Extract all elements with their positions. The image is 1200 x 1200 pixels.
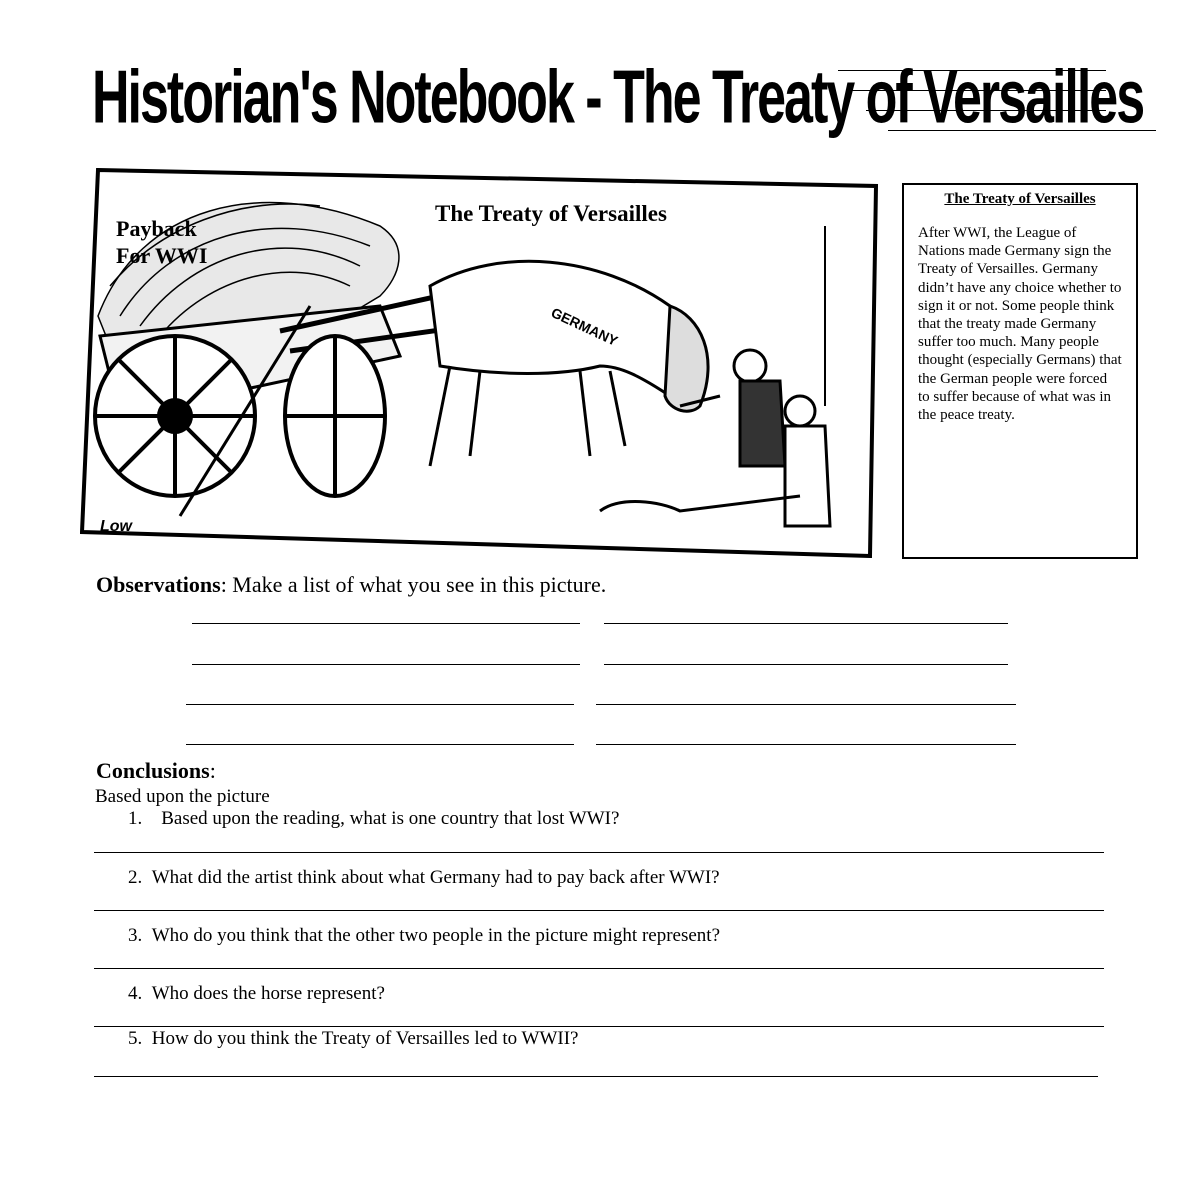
name-line — [866, 110, 1106, 111]
question-text: How do you think the Treaty of Versailles led to WWII? — [151, 1028, 579, 1049]
cart-wheel-front — [95, 336, 255, 496]
answer-line[interactable] — [94, 852, 1104, 853]
conclusions-subheading: Based upon the picture — [95, 786, 270, 807]
conclusions-section — [96, 758, 216, 784]
question-5 — [128, 1028, 578, 1050]
question-text: What did the artist think about what Germany had to pay back after WWI? — [151, 867, 720, 888]
observation-line[interactable] — [192, 664, 580, 665]
question-number: 1. — [128, 808, 143, 829]
political-cartoon — [80, 166, 880, 558]
observation-line[interactable] — [186, 704, 574, 705]
answer-line[interactable] — [94, 968, 1104, 969]
question-1 — [128, 808, 619, 830]
observations-section — [96, 572, 606, 598]
answer-line[interactable] — [94, 1076, 1098, 1077]
name-line — [850, 90, 1106, 91]
question-number: 4. — [128, 983, 143, 1004]
artist-signature: Low — [100, 518, 132, 535]
answer-line[interactable] — [94, 910, 1104, 911]
observation-line[interactable] — [186, 744, 574, 745]
cartoon-caption-left-2: For WWI — [116, 243, 208, 268]
observation-line[interactable] — [604, 664, 1008, 665]
observations-heading: Observations — [96, 572, 221, 597]
observation-line[interactable] — [596, 704, 1016, 705]
info-box-title: The Treaty of Versailles — [944, 191, 1096, 207]
conclusions-colon: : — [209, 758, 216, 783]
observation-line[interactable] — [192, 623, 580, 624]
name-line — [888, 130, 1156, 131]
cartoon-caption-title: The Treaty of Versailles — [435, 201, 667, 226]
question-number: 2. — [128, 867, 143, 888]
observations-instruction: : Make a list of what you see in this picture. — [220, 572, 607, 597]
question-text: Who do you think that the other two people in the picture might represent? — [151, 925, 721, 946]
horse-label: GERMANY — [548, 304, 621, 349]
cart-wheel-back — [285, 336, 385, 496]
question-number: 5. — [128, 1028, 143, 1049]
question-3 — [128, 925, 720, 947]
page-title: Historian's Notebook - The Treaty of Versailles — [92, 55, 1144, 140]
info-box-body: After WWI, the League of Nations made Germany sign the Treaty of Versailles. Germany didn’t have any choice whether to sign it or not. Some people think that the treaty made Germany suffer too much. Many people thought (especially Germans) that the German people were forced to suffer because of what was in the peace treaty. — [918, 225, 1122, 424]
question-number: 3. — [128, 925, 143, 946]
answer-line[interactable] — [94, 1026, 1104, 1027]
name-line — [838, 70, 1106, 71]
observation-line[interactable] — [596, 744, 1016, 745]
conclusions-heading: Conclusions — [96, 758, 210, 783]
info-box — [902, 183, 1138, 559]
cartoon-caption-left-1: Payback — [116, 216, 197, 241]
observation-line[interactable] — [604, 623, 1008, 624]
question-4 — [128, 983, 385, 1005]
question-2 — [128, 867, 720, 889]
question-text: Who does the horse represent? — [151, 983, 385, 1004]
question-text: Based upon the reading, what is one country that lost WWI? — [161, 808, 620, 829]
